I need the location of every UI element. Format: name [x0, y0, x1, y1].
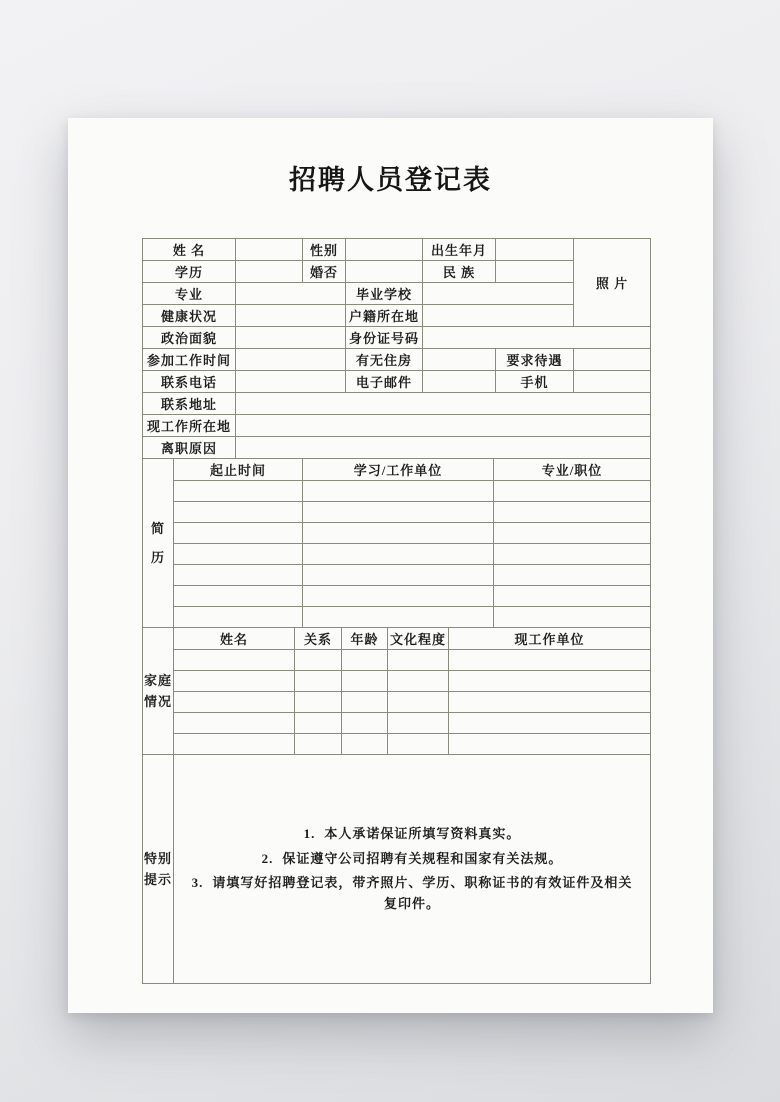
notice-text: 请填写好招聘登记表，带齐照片、学历、职称证书的有效证件及相关复印件。: [212, 875, 633, 912]
field-id-number[interactable]: [423, 327, 651, 349]
family-age-cell[interactable]: [342, 734, 388, 755]
family-relation-cell[interactable]: [295, 671, 342, 692]
resume-table: [142, 458, 651, 628]
family-col-relation: 关系: [295, 628, 342, 650]
notice-item-2: [188, 848, 636, 869]
field-major[interactable]: [236, 283, 346, 305]
family-row: [143, 692, 651, 713]
label-name: 姓 名: [143, 239, 236, 261]
resume-row: [143, 607, 651, 628]
resume-position-cell[interactable]: [494, 607, 651, 628]
field-registered-residence[interactable]: [423, 305, 574, 327]
resume-row: [143, 544, 651, 565]
family-row: [143, 671, 651, 692]
notice-number: 2.: [261, 850, 274, 866]
resume-position-cell[interactable]: [494, 481, 651, 502]
resume-row: [143, 481, 651, 502]
table-row: [143, 437, 651, 459]
resume-organization-cell[interactable]: [303, 502, 494, 523]
field-current-work-place[interactable]: [236, 415, 651, 437]
label-education: 学历: [143, 261, 236, 283]
family-col-employer: 现工作单位: [449, 628, 651, 650]
field-work-start-time[interactable]: [236, 349, 346, 371]
family-age-cell[interactable]: [342, 692, 388, 713]
label-marital-status: 婚否: [303, 261, 346, 283]
photo-placeholder[interactable]: 照 片: [574, 239, 651, 327]
label-political-status: 政治面貌: [143, 327, 236, 349]
form-title: 招聘人员登记表: [289, 165, 492, 195]
label-ethnicity: 民 族: [423, 261, 496, 283]
section-label-family: [143, 628, 174, 755]
label-housing: 有无住房: [346, 349, 423, 371]
label-salary-expectation: 要求待遇: [496, 349, 574, 371]
resume-organization-cell[interactable]: [303, 523, 494, 544]
family-table: [142, 627, 651, 755]
resume-period-cell[interactable]: [174, 565, 303, 586]
family-col-name: 姓名: [174, 628, 295, 650]
table-row: [143, 349, 651, 371]
label-gender: 性别: [303, 239, 346, 261]
table-row: [143, 755, 651, 984]
field-housing[interactable]: [423, 349, 496, 371]
registration-form: [142, 238, 650, 984]
personal-info-table: [142, 238, 651, 459]
family-education-cell[interactable]: [388, 734, 449, 755]
field-leave-reason[interactable]: [236, 437, 651, 459]
notice-item-1: [188, 823, 636, 844]
resume-row: [143, 523, 651, 544]
field-ethnicity[interactable]: [496, 261, 574, 283]
resume-position-cell[interactable]: [494, 565, 651, 586]
field-contact-address[interactable]: [236, 393, 651, 415]
field-contact-phone[interactable]: [236, 371, 346, 393]
field-name[interactable]: [236, 239, 303, 261]
family-name-cell[interactable]: [174, 713, 295, 734]
family-word-1: 家庭: [143, 672, 172, 688]
notice-text: 保证遵守公司招聘有关规程和国家有关法规。: [282, 850, 563, 866]
family-employer-cell[interactable]: [449, 692, 651, 713]
field-health[interactable]: [236, 305, 346, 327]
label-major: 专业: [143, 283, 236, 305]
field-education[interactable]: [236, 261, 303, 283]
table-row: [143, 371, 651, 393]
resume-char-1: 简: [150, 521, 165, 537]
field-graduate-school[interactable]: [423, 283, 574, 305]
notice-text: 本人承诺保证所填写资料真实。: [324, 826, 521, 842]
label-birth-date: 出生年月: [423, 239, 496, 261]
field-mobile[interactable]: [574, 371, 651, 393]
label-leave-reason: 离职原因: [143, 437, 236, 459]
family-relation-cell[interactable]: [295, 734, 342, 755]
section-label-resume: [143, 459, 174, 628]
table-row: [143, 415, 651, 437]
resume-col-organization: 学习/工作单位: [303, 459, 494, 481]
resume-position-cell[interactable]: [494, 544, 651, 565]
family-relation-cell[interactable]: [295, 713, 342, 734]
family-employer-cell[interactable]: [449, 650, 651, 671]
label-id-number: 身份证号码: [346, 327, 423, 349]
resume-row: [143, 565, 651, 586]
resume-col-period: 起止时间: [174, 459, 303, 481]
field-political-status[interactable]: [236, 327, 346, 349]
family-education-cell[interactable]: [388, 650, 449, 671]
field-birth-date[interactable]: [496, 239, 574, 261]
resume-organization-cell[interactable]: [303, 607, 494, 628]
label-contact-phone: 联系电话: [143, 371, 236, 393]
resume-row: [143, 586, 651, 607]
family-col-education: 文化程度: [388, 628, 449, 650]
special-word-1: 特别: [143, 850, 172, 866]
notice-item-3: [188, 872, 636, 915]
table-row: [143, 459, 651, 481]
family-education-cell[interactable]: [388, 671, 449, 692]
table-row: [143, 393, 651, 415]
field-gender[interactable]: [346, 239, 423, 261]
resume-period-cell[interactable]: [174, 586, 303, 607]
table-row: [143, 628, 651, 650]
resume-row: [143, 502, 651, 523]
resume-organization-cell[interactable]: [303, 565, 494, 586]
label-registered-residence: 户籍所在地: [346, 305, 423, 327]
family-row: [143, 650, 651, 671]
family-row: [143, 734, 651, 755]
family-employer-cell[interactable]: [449, 734, 651, 755]
label-email: 电子邮件: [346, 371, 423, 393]
field-marital-status[interactable]: [346, 261, 423, 283]
resume-position-cell[interactable]: [494, 523, 651, 544]
family-age-cell[interactable]: [342, 713, 388, 734]
label-mobile: 手机: [496, 371, 574, 393]
family-word-2: 情况: [143, 694, 172, 709]
notice-list: [174, 823, 650, 915]
special-word-2: 提示: [143, 872, 172, 887]
resume-period-cell[interactable]: [174, 544, 303, 565]
label-health: 健康状况: [143, 305, 236, 327]
label-contact-address: 联系地址: [143, 393, 236, 415]
field-email[interactable]: [423, 371, 496, 393]
family-name-cell[interactable]: [174, 650, 295, 671]
family-age-cell[interactable]: [342, 650, 388, 671]
family-education-cell[interactable]: [388, 713, 449, 734]
family-age-cell[interactable]: [342, 671, 388, 692]
label-graduate-school: 毕业学校: [346, 283, 423, 305]
family-name-cell[interactable]: [174, 734, 295, 755]
table-row: [143, 239, 651, 261]
special-notice-table: [142, 754, 651, 984]
family-col-age: 年龄: [342, 628, 388, 650]
resume-period-cell[interactable]: [174, 523, 303, 544]
resume-period-cell[interactable]: [174, 607, 303, 628]
special-notice-content: [174, 755, 651, 984]
resume-position-cell[interactable]: [494, 502, 651, 523]
resume-organization-cell[interactable]: [303, 544, 494, 565]
resume-position-cell[interactable]: [494, 586, 651, 607]
label-current-work-place: 现工作所在地: [143, 415, 236, 437]
resume-char-2: 历: [150, 549, 165, 565]
document-page: [68, 118, 713, 1013]
table-row: [143, 327, 651, 349]
resume-organization-cell[interactable]: [303, 481, 494, 502]
family-education-cell[interactable]: [388, 692, 449, 713]
section-label-special-notice: [143, 755, 174, 984]
resume-period-cell[interactable]: [174, 481, 303, 502]
notice-number: 3.: [191, 875, 204, 890]
family-employer-cell[interactable]: [449, 713, 651, 734]
family-name-cell[interactable]: [174, 671, 295, 692]
resume-col-position: 专业/职位: [494, 459, 651, 481]
resume-period-cell[interactable]: [174, 502, 303, 523]
family-employer-cell[interactable]: [449, 671, 651, 692]
resume-organization-cell[interactable]: [303, 586, 494, 607]
field-salary-expectation[interactable]: [574, 349, 651, 371]
label-work-start-time: 参加工作时间: [143, 349, 236, 371]
family-relation-cell[interactable]: [295, 692, 342, 713]
family-row: [143, 713, 651, 734]
family-name-cell[interactable]: [174, 692, 295, 713]
notice-number: 1.: [303, 826, 316, 842]
family-relation-cell[interactable]: [295, 650, 342, 671]
